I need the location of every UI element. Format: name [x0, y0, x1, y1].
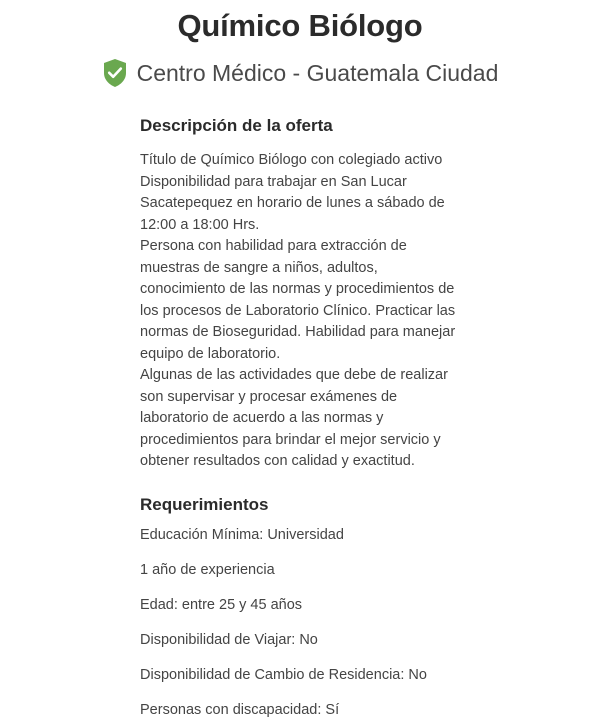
requirements-heading: Requerimientos	[140, 494, 269, 514]
description-paragraph: Persona con habilidad para extracción de muestras de sangre a niños, adultos, conocimiento de las normas y procedimientos de los procesos de Laboratorio Clínico. Practicar las normas de Bioseguridad. Habilidad para manejar equipo de laboratorio.	[140, 238, 456, 362]
description-paragraph: Algunas de las actividades que debe de realizar son supervisar y procesar exámenes de laboratorio de acuerdo a las normas y procedimientos para brindar el mejor servicio y obtener resultados con calidad y exactitud.	[140, 367, 448, 469]
company-row	[0, 58, 600, 88]
job-posting-page	[0, 8, 600, 718]
company-name: Centro Médico - Guatemala Ciudad	[136, 59, 499, 86]
page-title: Químico Biólogo	[177, 8, 423, 43]
description-paragraph: Título de Químico Biólogo con colegiado activo Disponibilidad para trabajar en San Lucar Sacatepequez en horario de lunes a sábado de 12:00 a 18:00 Hrs.	[140, 152, 445, 233]
list-item: Educación Mínima: Universidad	[140, 526, 344, 543]
list-item: 1 año de experiencia	[140, 561, 275, 578]
description-heading: Descripción de la oferta	[140, 116, 333, 135]
description-body	[140, 150, 460, 473]
list-item: Disponibilidad de Cambio de Residencia: No	[140, 666, 427, 683]
list-item: Personas con discapacidad: Sí	[140, 701, 340, 718]
job-content	[0, 116, 600, 721]
shield-check-icon	[102, 58, 128, 88]
list-item: Disponibilidad de Viajar: No	[140, 631, 318, 648]
list-item: Edad: entre 25 y 45 años	[140, 596, 303, 613]
requirements-list	[140, 525, 460, 721]
